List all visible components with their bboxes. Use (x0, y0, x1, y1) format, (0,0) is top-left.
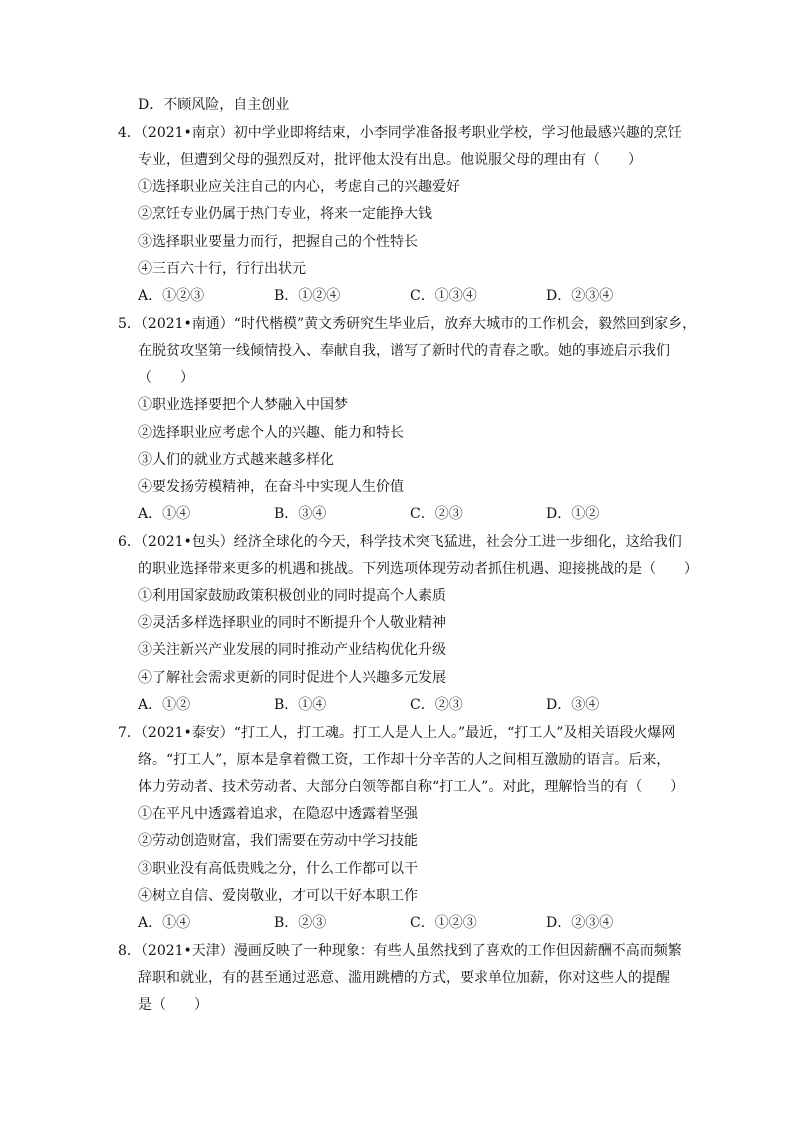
q4-stem-line-1: 4．（2021•南京）初中学业即将结束，小李同学准备报考职业学校，学习他最感兴趣的烹饪 (118, 125, 682, 141)
q4-option-c: C．①③④ (410, 288, 477, 304)
q6-option-a: A．①② (138, 697, 191, 713)
q8-stem-line-3: 是（ ） (138, 997, 208, 1013)
q5-option-a: A．①④ (138, 506, 191, 522)
q7-statement-2: ②劳动创造财富，我们需要在劳动中学习技能 (138, 833, 418, 849)
q5-option-c: C．②③ (410, 506, 463, 522)
q7-option-b: B．②③ (274, 915, 327, 931)
q7-statement-1: ①在平凡中透露着追求，在隐忍中透露着坚强 (138, 806, 418, 822)
q4-option-d: D．②③④ (546, 288, 614, 304)
q8-stem-line-1: 8．（2021•天津）漫画反映了一种现象：有些人虽然找到了喜欢的工作但因薪酬不高而频繁 (118, 943, 682, 959)
q4-statement-4: ④三百六十行，行行出状元 (138, 261, 306, 277)
q6-statement-4: ④了解社会需求更新的同时促进个人兴趣多元发展 (138, 670, 446, 686)
q7-option-a: A．①④ (138, 915, 191, 931)
q7-stem-line-1: 7．（2021•泰安）“打工人，打工魂。打工人是人上人。”最近，“打工人”及相关语段火爆网 (118, 725, 676, 741)
q6-options (138, 696, 698, 714)
q6-option-c: C．②③ (410, 697, 463, 713)
q5-statement-4: ④要发扬劳模精神，在奋斗中实现人生价值 (138, 479, 404, 495)
q4-options (138, 287, 698, 305)
q3-option-d: D．不顾风险，自主创业 (138, 97, 290, 113)
q7-option-d: D．②③④ (546, 915, 614, 931)
q6-stem-line-2: 的职业选择带来更多的机遇和挑战。下列选项体现劳动者抓住机遇、迎接挑战的是（ ） (138, 561, 698, 577)
q8-stem-line-2: 辞职和就业，有的甚至通过恶意、滥用跳槽的方式，要求单位加薪，你对这些人的提醒 (138, 970, 670, 986)
q4-option-a: A．①②③ (138, 288, 205, 304)
q4-stem-line-2: 专业，但遭到父母的强烈反对，批评他太没有出息。他说服父母的理由有（ ） (138, 152, 642, 168)
q4-statement-3: ③选择职业要量力而行，把握自己的个性特长 (138, 234, 418, 250)
q5-stem-line-2: 在脱贫攻坚第一线倾情投入、奉献自我，谱写了新时代的青春之歌。她的事迹启示我们 (138, 343, 670, 359)
q7-statement-3: ③职业没有高低贵贱之分，什么工作都可以干 (138, 861, 418, 877)
q5-options (138, 505, 698, 523)
q6-statement-3: ③关注新兴产业发展的同时推动产业结构优化升级 (138, 642, 446, 658)
q7-statement-4: ④树立自信、爱岗敬业，才可以干好本职工作 (138, 888, 418, 904)
q4-statement-1: ①选择职业应关注自己的内心，考虑自己的兴趣爱好 (138, 179, 460, 195)
q5-statement-2: ②选择职业应考虑个人的兴趣、能力和特长 (138, 425, 404, 441)
q5-statement-3: ③人们的就业方式越来越多样化 (138, 452, 334, 468)
q6-option-d: D．③④ (546, 697, 600, 713)
q4-statement-2: ②烹饪专业仍属于热门专业，将来一定能挣大钱 (138, 206, 432, 222)
q6-statement-2: ②灵活多样选择职业的同时不断提升个人敬业精神 (138, 615, 446, 631)
q6-stem-line-1: 6．（2021•包头）经济全球化的今天，科学技术突飞猛进，社会分工进一步细化，这给我们 (118, 534, 682, 550)
q5-option-b: B．③④ (274, 506, 327, 522)
q7-stem-line-3: 体力劳动者、技术劳动者、大部分白领等都自称“打工人”。对此，理解恰当的有（ ） (138, 779, 685, 795)
q7-options (138, 914, 698, 932)
q7-option-c: C．①②③ (410, 915, 477, 931)
q6-option-b: B．①④ (274, 697, 327, 713)
q5-stem-line-3: （ ） (138, 370, 194, 386)
q6-statement-1: ①利用国家鼓励政策积极创业的同时提高个人素质 (138, 588, 446, 604)
q5-option-d: D．①② (546, 506, 600, 522)
q5-stem-line-1: 5．（2021•南通）“时代楷模”黄文秀研究生毕业后，放弃大城市的工作机会，毅然回到家乡， (118, 316, 697, 332)
q5-statement-1: ①职业选择要把个人梦融入中国梦 (138, 397, 348, 413)
q4-option-b: B．①②④ (274, 288, 341, 304)
q7-stem-line-2: 络。“打工人”，原本是拿着微工资，工作却十分辛苦的人之间相互激励的语言。后来， (138, 752, 671, 768)
